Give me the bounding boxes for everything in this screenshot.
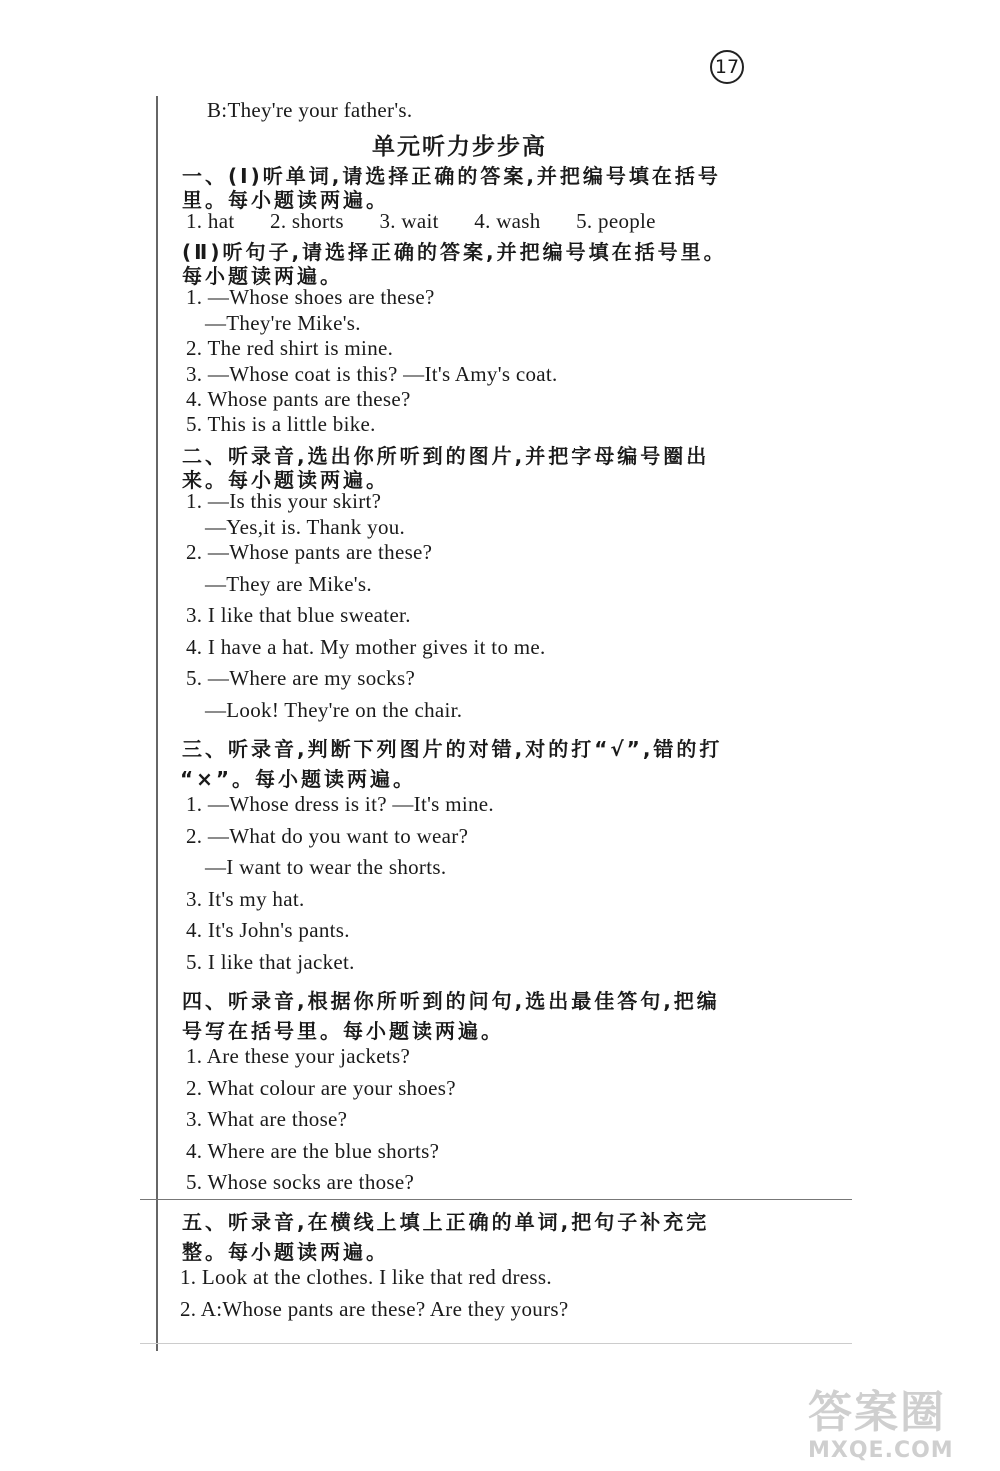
section-heading: 四、听录音,根据你所听到的问句,选出最佳答句,把编 xyxy=(182,989,720,1013)
word-item: 1. hat xyxy=(186,209,235,233)
text-line: 4. Where are the blue shorts? xyxy=(186,1139,440,1163)
text-line: 2. —Whose pants are these? xyxy=(186,540,433,564)
section-heading: 一、(Ⅰ)听单词,请选择正确的答案,并把编号填在括号 xyxy=(182,164,721,188)
section-heading: 整。每小题读两遍。 xyxy=(182,1240,389,1264)
section-heading: “×”。每小题读两遍。 xyxy=(180,767,417,791)
text-line: 5. —Where are my socks? xyxy=(186,666,416,690)
text-line: 1. Look at the clothes. I like that red dress. xyxy=(180,1265,552,1289)
text-line: B:They're your father's. xyxy=(207,98,413,122)
text-line: 2. The red shirt is mine. xyxy=(186,336,394,360)
section-heading: 里。每小题读两遍。 xyxy=(182,188,389,212)
page-number: 17 xyxy=(710,50,744,84)
text-line: —Yes,it is. Thank you. xyxy=(205,515,406,539)
text-line: —They're Mike's. xyxy=(205,311,361,335)
text-line: 2. A:Whose pants are these? Are they yours? xyxy=(180,1297,569,1321)
section-heading: 来。每小题读两遍。 xyxy=(182,468,389,492)
text-line: 4. Whose pants are these? xyxy=(186,387,411,411)
text-line: 5. Whose socks are those? xyxy=(186,1170,415,1194)
section-heading: 五、听录音,在横线上填上正确的单词,把句子补充完 xyxy=(182,1210,710,1234)
text-line: —They are Mike's. xyxy=(205,572,372,596)
text-line: 3. What are those? xyxy=(186,1107,348,1131)
section-heading: 号写在括号里。每小题读两遍。 xyxy=(182,1019,504,1043)
text-line: 2. —What do you want to wear? xyxy=(186,824,469,848)
section-heading: (Ⅱ)听句子,请选择正确的答案,并把编号填在括号里。 xyxy=(182,240,727,264)
text-line: 2. What colour are your shoes? xyxy=(186,1076,456,1100)
section-divider xyxy=(140,1199,852,1200)
section-title: 单元听力步步高 xyxy=(372,134,547,160)
text-line: 1. —Whose shoes are these? xyxy=(186,285,435,309)
section-heading: 二、听录音,选出你所听到的图片,并把字母编号圈出 xyxy=(182,444,710,468)
word-item: 2. shorts xyxy=(270,209,344,233)
text-line: 4. I have a hat. My mother gives it to me. xyxy=(186,635,546,659)
word-item: 3. wait xyxy=(379,209,439,233)
watermark-url: MXQE.COM xyxy=(808,1438,954,1463)
text-line: 5. This is a little bike. xyxy=(186,412,376,436)
text-line: —Look! They're on the chair. xyxy=(205,698,463,722)
text-line: 5. I like that jacket. xyxy=(186,950,355,974)
word-item: 5. people xyxy=(576,209,656,233)
watermark xyxy=(808,1388,988,1464)
text-line: 3. It's my hat. xyxy=(186,887,305,911)
page-bottom-rule xyxy=(140,1343,852,1344)
word-item: 4. wash xyxy=(474,209,541,233)
section-heading: 每小题读两遍。 xyxy=(182,264,343,288)
section-heading: 三、听录音,判断下列图片的对错,对的打“√”,错的打 xyxy=(182,737,723,761)
text-line: 1. Are these your jackets? xyxy=(186,1044,411,1068)
word-list xyxy=(186,209,686,234)
text-line: 1. —Whose dress is it? —It's mine. xyxy=(186,792,494,816)
watermark-logo: 答案圈 xyxy=(808,1387,946,1438)
text-line: 1. —Is this your skirt? xyxy=(186,489,382,513)
text-line: 3. I like that blue sweater. xyxy=(186,603,411,627)
text-line: 4. It's John's pants. xyxy=(186,918,350,942)
text-line: —I want to wear the shorts. xyxy=(205,855,447,879)
left-margin-rule xyxy=(156,96,158,1351)
text-line: 3. —Whose coat is this? —It's Amy's coat. xyxy=(186,362,558,386)
